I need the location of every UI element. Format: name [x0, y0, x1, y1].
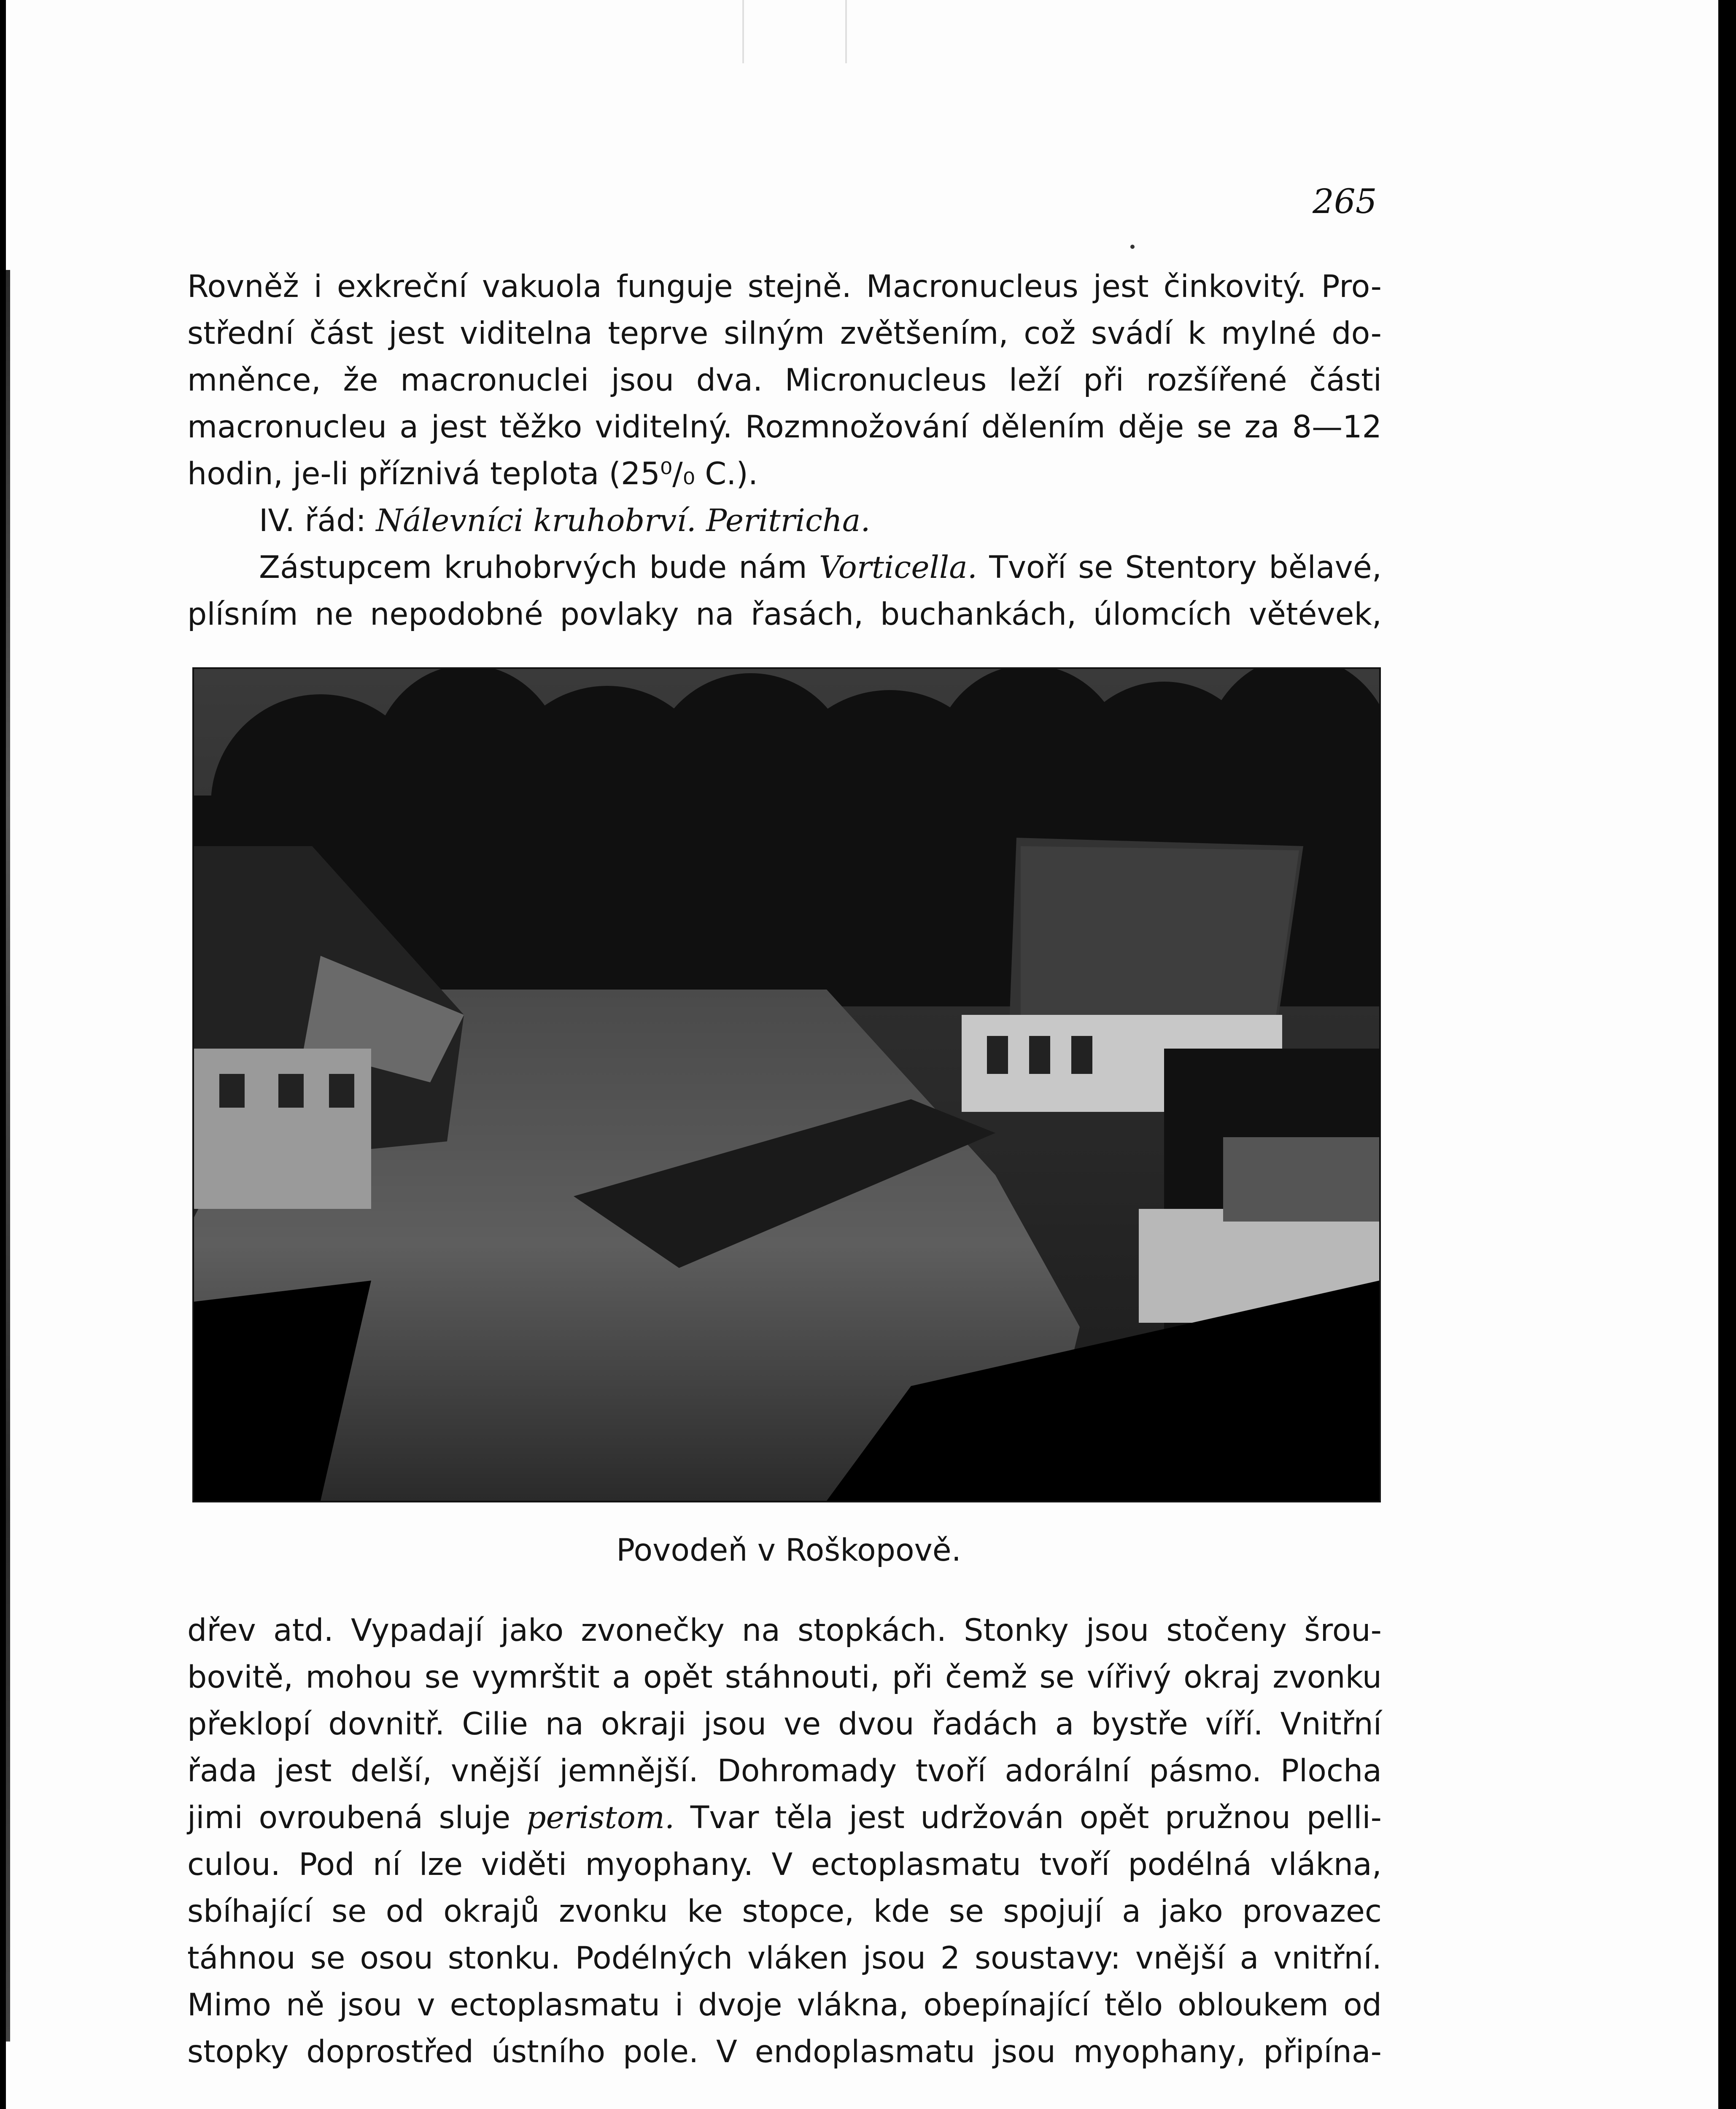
text-line: dřev atd. Vypadají jako zvonečky na stopkách. Stonky jsou stočeny šrou-: [187, 1613, 1382, 1648]
text-fragment: Tvar těla jest udržován opět pružnou pelli-: [674, 1800, 1382, 1836]
scan-binding-shadow: [6, 270, 10, 2042]
order-name-czech: Nálevníci kruhobrví.: [376, 503, 696, 539]
order-heading-prefix: IV. řád:: [259, 503, 376, 539]
flood-photo-illustration: [194, 669, 1379, 1501]
text-line: řada jest delší, vnější jemnější. Dohromady tvoří adorální pásmo. Plocha: [187, 1753, 1382, 1789]
page-number: 265: [1313, 182, 1377, 221]
genus-vorticella: Vorticella.: [819, 550, 977, 585]
flood-photograph: [192, 667, 1381, 1502]
text-line: culou. Pod ní lze viděti myophany. V ectoplasmatu tvoří podélná vlákna,: [187, 1847, 1382, 1882]
text-fragment: jimi ovroubená sluje: [187, 1800, 526, 1836]
text-block-top: [187, 263, 1382, 638]
text-fragment: Zástupcem kruhobrvých bude nám: [259, 550, 819, 585]
text-line: macronucleu a jest těžko viditelný. Rozmnožování dělením děje se za 8—12: [187, 409, 1382, 445]
text-line: hodin, je-li příznivá teplota (25⁰/₀ C.).: [187, 456, 758, 492]
text-line: mněnce, že macronuclei jsou dva. Micronucleus leží při rozšířené části: [187, 362, 1382, 398]
text-line: táhnou se osou stonku. Podélných vláken jsou 2 soustavy: vnější a vnitřní.: [187, 1940, 1382, 1976]
order-name-latin: Peritricha.: [706, 503, 871, 539]
scan-smudge: [742, 0, 847, 63]
figure-caption: Povodeň v Roškopově.: [616, 1532, 961, 1568]
speck: [1130, 245, 1135, 249]
text-fragment: Tvoří se Stentory bělavé,: [977, 550, 1382, 585]
text-line: překlopí dovnitř. Cilie na okraji jsou ve dvou řadách a bystře víří. Vnitřní: [187, 1706, 1382, 1742]
text-line: stopky doprostřed ústního pole. V endoplasmatu jsou myophany, připína-: [187, 2034, 1382, 2070]
text-line: sbíhající se od okrajů zvonku ke stopce, kde se spojují a jako provazec: [187, 1893, 1382, 1929]
vorticella-intro-line: [187, 544, 1382, 591]
text-line: plísním ne nepodobné povlaky na řasách, buchankách, úlomcích větévek,: [187, 596, 1382, 632]
text-line: střední část jest viditelna teprve silným zvětšením, což svádí k mylné do-: [187, 316, 1382, 351]
text-line: Rovněž i exkreční vakuola funguje stejně. Macronucleus jest činkovitý. Pro-: [187, 269, 1382, 305]
text-line: Mimo ně jsou v ectoplasmatu i dvoje vlákna, obepínající tělo obloukem od: [187, 1987, 1382, 2023]
term-peristom: peristom.: [526, 1800, 675, 1836]
text-line: bovitě, mohou se vymrštit a opět stáhnouti, při čemž se vířivý okraj zvonku: [187, 1659, 1382, 1695]
scan-border: [0, 0, 6, 2109]
peristom-line: [187, 1794, 1382, 1841]
text-block-bottom: [187, 1607, 1382, 2075]
order-heading: [187, 497, 1382, 544]
